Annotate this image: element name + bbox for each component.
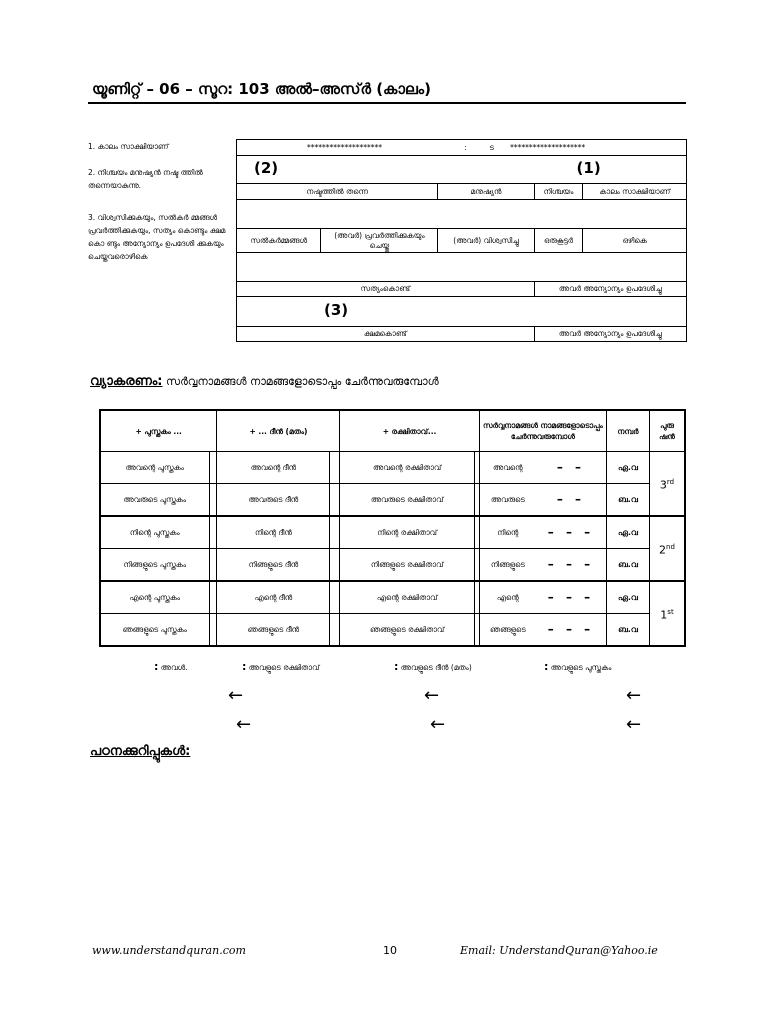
table-cell bbox=[330, 614, 340, 647]
table-cell bbox=[330, 549, 340, 582]
table-cell bbox=[209, 614, 217, 647]
word-gloss: (അവർ) വിശ്വസിച്ചു bbox=[438, 229, 534, 253]
page-title: യൂണിറ്റ് – 06 – സൂറ: 103 അൽ–അസ്‌ർ (കാലം) bbox=[92, 80, 431, 98]
footer-website[interactable]: www.understandquran.com bbox=[92, 944, 246, 957]
table-cell bbox=[330, 484, 340, 517]
table-cell bbox=[209, 452, 217, 484]
table-cell: നിന്റെ bbox=[479, 516, 536, 549]
table-cell: അവരുടെ രക്ഷിതാവ് bbox=[340, 484, 474, 517]
table-cell: അവന്റെ രക്ഷിതാവ് bbox=[340, 452, 474, 484]
grammar-subtitle: സർവ്വനാമങ്ങൾ നാമങ്ങളോടൊപ്പം ചേർന്നുവരുമ്പോൾ bbox=[165, 375, 439, 388]
word-gloss: നിശ്ചയം bbox=[534, 184, 583, 200]
table-cell bbox=[209, 549, 217, 582]
arabic-line-1: ******************** : ട ******************** bbox=[237, 140, 687, 156]
word-gloss: ഒരുകൂട്ടർ bbox=[534, 229, 583, 253]
table-cell: – – – bbox=[536, 581, 607, 614]
table-cell: നിങ്ങളുടെ പുസ്തകം bbox=[100, 549, 209, 582]
word-gloss: സൽകർമ്മങ്ങൾ bbox=[237, 229, 321, 253]
table-cell: ഞങ്ങളുടെ ദീൻ bbox=[217, 614, 330, 647]
table-cell: – – bbox=[536, 452, 607, 484]
table-cell: ഞങ്ങളുടെ രക്ഷിതാവ് bbox=[340, 614, 474, 647]
table-cell: എന്റെ രക്ഷിതാവ് bbox=[340, 581, 474, 614]
col-header-person: പുരു ഷൻ bbox=[650, 410, 686, 452]
word-gloss: അവർ അന്യോന്യം ഉപദേശിച്ചു bbox=[534, 282, 686, 297]
table-cell: ബ.വ bbox=[607, 484, 650, 517]
header-rule bbox=[88, 102, 686, 104]
person-cell: 1st bbox=[650, 581, 686, 646]
grammar-heading bbox=[90, 374, 439, 389]
note-1: 1. കാലം സാക്ഷിയാണ് bbox=[88, 142, 169, 151]
word-gloss: ക്ഷമകൊണ്ട് bbox=[237, 327, 535, 342]
table-cell: നിന്റെ പുസ്തകം bbox=[100, 516, 209, 549]
left-arrow-icon: ← bbox=[236, 714, 252, 735]
table-cell: ഞങ്ങളുടെ bbox=[479, 614, 536, 647]
page-number: 10 bbox=[383, 944, 397, 957]
word-gloss: മനുഷ്യൻ bbox=[438, 184, 534, 200]
table-cell: ഏ.വ bbox=[607, 581, 650, 614]
exercise-item: : അവളുടെ രക്ഷിതാവ് bbox=[242, 660, 320, 673]
table-cell: നിന്റെ ദീൻ bbox=[217, 516, 330, 549]
person-cell: 2nd bbox=[650, 516, 686, 581]
table-cell: ബ.വ bbox=[607, 549, 650, 582]
table-cell: അവന്റെ bbox=[479, 452, 536, 484]
marker-row-1 bbox=[237, 156, 687, 184]
col-header-book: + പുസ്തകം ... bbox=[100, 410, 217, 452]
table-cell bbox=[209, 581, 217, 614]
table-cell bbox=[330, 581, 340, 614]
table-cell: അവന്റെ പുസ്തകം bbox=[100, 452, 209, 484]
word-gloss: ഒഴികെ bbox=[583, 229, 687, 253]
exercise-item: : അവൾ. bbox=[154, 660, 188, 673]
col-header-pronoun: സർവ്വനാമങ്ങൾ നാമങ്ങളോടൊപ്പം ചേർന്നുവരുമ്പോൾ bbox=[479, 410, 606, 452]
table-cell bbox=[330, 452, 340, 484]
table-cell: ബ.വ bbox=[607, 614, 650, 647]
table-cell: നിങ്ങളുടെ ദീൻ bbox=[217, 549, 330, 582]
note-2: 2. നിശ്ചയം മനുഷ്യൻ നഷ്ട ത്തിൽ തന്നെയാകുന്നു. bbox=[88, 168, 203, 190]
table-cell: നിങ്ങളുടെ രക്ഷിതാവ് bbox=[340, 549, 474, 582]
table-cell: – – – bbox=[536, 614, 607, 647]
translation-table bbox=[236, 139, 687, 342]
table-cell: – – – bbox=[536, 516, 607, 549]
marker-3: (3) bbox=[324, 301, 349, 319]
arabic-line-3 bbox=[237, 253, 687, 282]
table-cell: അവന്റെ ദീൻ bbox=[217, 452, 330, 484]
table-cell: – – bbox=[536, 484, 607, 517]
word-gloss: (അവർ) പ്രവർത്തിക്കുകയും ചെയ്തു bbox=[321, 229, 438, 253]
left-arrow-icon: ← bbox=[626, 685, 642, 706]
word-gloss: നഷ്ടത്തിൽ തന്നെ bbox=[237, 184, 438, 200]
word-gloss: കാലം സാക്ഷിയാണ് bbox=[583, 184, 687, 200]
table-cell: അവരുടെ ദീൻ bbox=[217, 484, 330, 517]
table-cell bbox=[209, 516, 217, 549]
col-header-number: നമ്പർ bbox=[607, 410, 650, 452]
table-cell: എന്റെ bbox=[479, 581, 536, 614]
left-arrow-icon: ← bbox=[228, 685, 244, 706]
col-header-deen: + ... ദീൻ (മതം) bbox=[217, 410, 340, 452]
table-cell: നിങ്ങളുടെ bbox=[479, 549, 536, 582]
table-cell: ഏ.വ bbox=[607, 516, 650, 549]
person-cell: 3rd bbox=[650, 452, 686, 517]
table-cell bbox=[330, 516, 340, 549]
pronoun-table bbox=[99, 409, 686, 647]
word-gloss: അവർ അന്യോന്യം ഉപദേശിച്ചു bbox=[534, 327, 686, 342]
col-header-lord: + രക്ഷിതാവ്... bbox=[340, 410, 479, 452]
table-cell: അവരുടെ പുസ്തകം bbox=[100, 484, 209, 517]
exercise-item: : അവളുടെ പുസ്തകം bbox=[544, 660, 612, 673]
table-cell: എന്റെ പുസ്തകം bbox=[100, 581, 209, 614]
study-notes-title: പഠനക്കുറിപ്പുകൾ: bbox=[90, 744, 191, 759]
table-cell: നിന്റെ രക്ഷിതാവ് bbox=[340, 516, 474, 549]
left-arrow-icon: ← bbox=[626, 714, 642, 735]
table-cell: എന്റെ ദീൻ bbox=[217, 581, 330, 614]
grammar-title: വ്യാകരണം: bbox=[90, 374, 163, 389]
footer-email[interactable]: Email: UnderstandQuran@Yahoo.ie bbox=[460, 944, 658, 957]
note-3: 3. വിശ്വസിക്കുകയും, സൽകർ മ്മങ്ങൾ പ്രവർത്തിക്കുകയും, സത്യം കൊണ്ടും ക്ഷമ കൊ ണ്ടും അന്യോന്യം ഉപദേശി ക്കുകയും ചെയ്തവരൊഴികെ bbox=[88, 213, 226, 261]
table-cell: ഏ.വ bbox=[607, 452, 650, 484]
marker-1: (1) bbox=[576, 159, 601, 177]
marker-2: (2) bbox=[254, 159, 279, 177]
marker-row-3 bbox=[237, 297, 687, 327]
exercise-item: : അവളുടെ ദീൻ (മതം) bbox=[394, 660, 472, 673]
table-cell: അവരുടെ bbox=[479, 484, 536, 517]
left-arrow-icon: ← bbox=[430, 714, 446, 735]
word-gloss: സത്യംകൊണ്ട് bbox=[237, 282, 535, 297]
arabic-line-2 bbox=[237, 200, 687, 229]
left-arrow-icon: ← bbox=[424, 685, 440, 706]
table-cell bbox=[209, 484, 217, 517]
table-cell: ഞങ്ങളുടെ പുസ്തകം bbox=[100, 614, 209, 647]
table-cell: – – – bbox=[536, 549, 607, 582]
